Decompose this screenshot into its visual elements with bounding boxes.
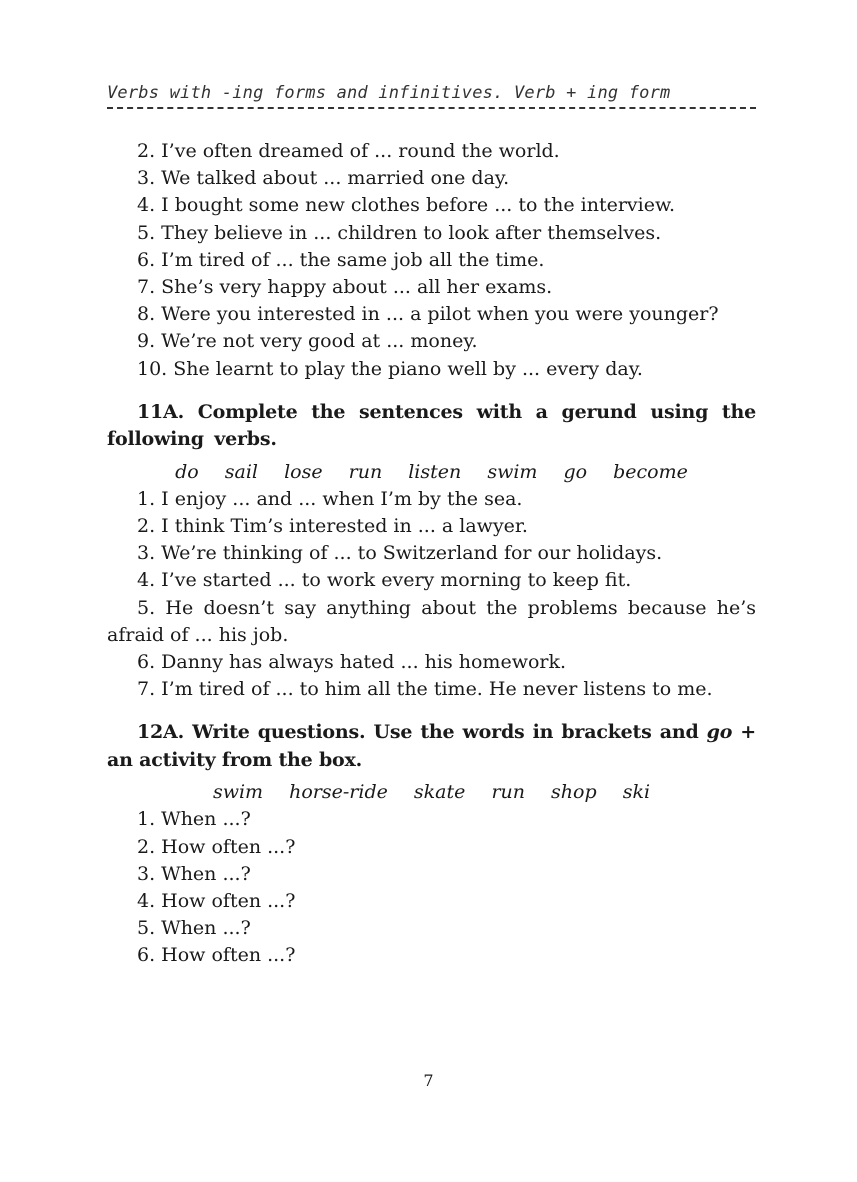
word-box-word: run bbox=[348, 460, 383, 483]
exercise-11a-word-box bbox=[107, 459, 756, 486]
exercise-item: 3. We talked about ... married one day. bbox=[137, 167, 510, 190]
page-number: 7 bbox=[423, 1071, 434, 1090]
exercise-item: 2. How often ...? bbox=[137, 835, 296, 858]
exercise-11a-heading: 11A. Complete the sentences with a gerund using the following verbs. bbox=[107, 400, 756, 451]
word-box-word: swim bbox=[212, 781, 264, 804]
exercise-item: 1. When ...? bbox=[137, 808, 251, 831]
exercise-item: 8. Were you interested in ... a pilot when you were younger? bbox=[137, 303, 719, 326]
word-box-word: horse-ride bbox=[289, 781, 388, 804]
word-box-word: do bbox=[175, 460, 199, 483]
exercise-item: 5. He doesn’t say anything about the problems because he’s afraid of ... his job. bbox=[107, 596, 756, 646]
word-box-word: ski bbox=[622, 781, 651, 804]
exercise-item: 3. We’re thinking of ... to Switzerland for our holidays. bbox=[137, 542, 663, 565]
word-box-word: lose bbox=[284, 460, 323, 483]
exercise-item: 5. When ...? bbox=[137, 917, 251, 940]
exercise-item: 9. We’re not very good at ... money. bbox=[137, 330, 478, 353]
word-box-word: listen bbox=[408, 460, 462, 483]
exercise-item: 4. I’ve started ... to work every morning to keep fit. bbox=[137, 569, 632, 592]
word-box-word: shop bbox=[551, 781, 597, 804]
word-box-word: become bbox=[613, 460, 688, 483]
exercise-item: 4. I bought some new clothes before ... to the interview. bbox=[137, 194, 676, 217]
word-box-word: swim bbox=[487, 460, 538, 483]
word-box-word: sail bbox=[224, 460, 259, 483]
exercise-item: 10. She learnt to play the piano well by ... every day. bbox=[137, 357, 643, 380]
exercise-item: 2. I’ve often dreamed of ... round the world. bbox=[137, 140, 560, 162]
exercise-item: 4. How often ...? bbox=[137, 890, 296, 913]
exercise-12a-list bbox=[107, 806, 756, 969]
exercise-12a-word-box bbox=[107, 779, 756, 806]
exercise-12a-heading: 12A. Write questions. Use the words in brackets and go + an activity from the box. bbox=[107, 721, 756, 771]
exercise-prev-list bbox=[107, 138, 756, 383]
exercise-item: 6. How often ...? bbox=[137, 944, 296, 967]
exercise-item: 5. They believe in ... children to look after themselves. bbox=[137, 221, 662, 244]
word-box-word: run bbox=[491, 781, 525, 804]
page-content bbox=[107, 80, 756, 970]
word-box-word: go bbox=[563, 460, 588, 483]
word-box-word: skate bbox=[413, 781, 466, 804]
exercise-item: 6. Danny has always hated ... his homework. bbox=[137, 651, 567, 674]
exercise-item: 2. I think Tim’s interested in ... a lawyer. bbox=[137, 515, 528, 538]
exercise-item: 6. I’m tired of ... the same job all the time. bbox=[137, 248, 545, 271]
exercise-item: 7. I’m tired of ... to him all the time. He never listens to me. bbox=[137, 678, 713, 701]
exercise-item: 7. She’s very happy about ... all her exams. bbox=[137, 276, 553, 299]
exercise-item: 3. When ...? bbox=[137, 862, 251, 885]
exercise-11a-list bbox=[107, 486, 756, 704]
running-head: Verbs with -ing forms and infinitives. Verb + ing form bbox=[107, 80, 756, 109]
exercise-item: 1. I enjoy ... and ... when I’m by the sea. bbox=[137, 487, 523, 510]
